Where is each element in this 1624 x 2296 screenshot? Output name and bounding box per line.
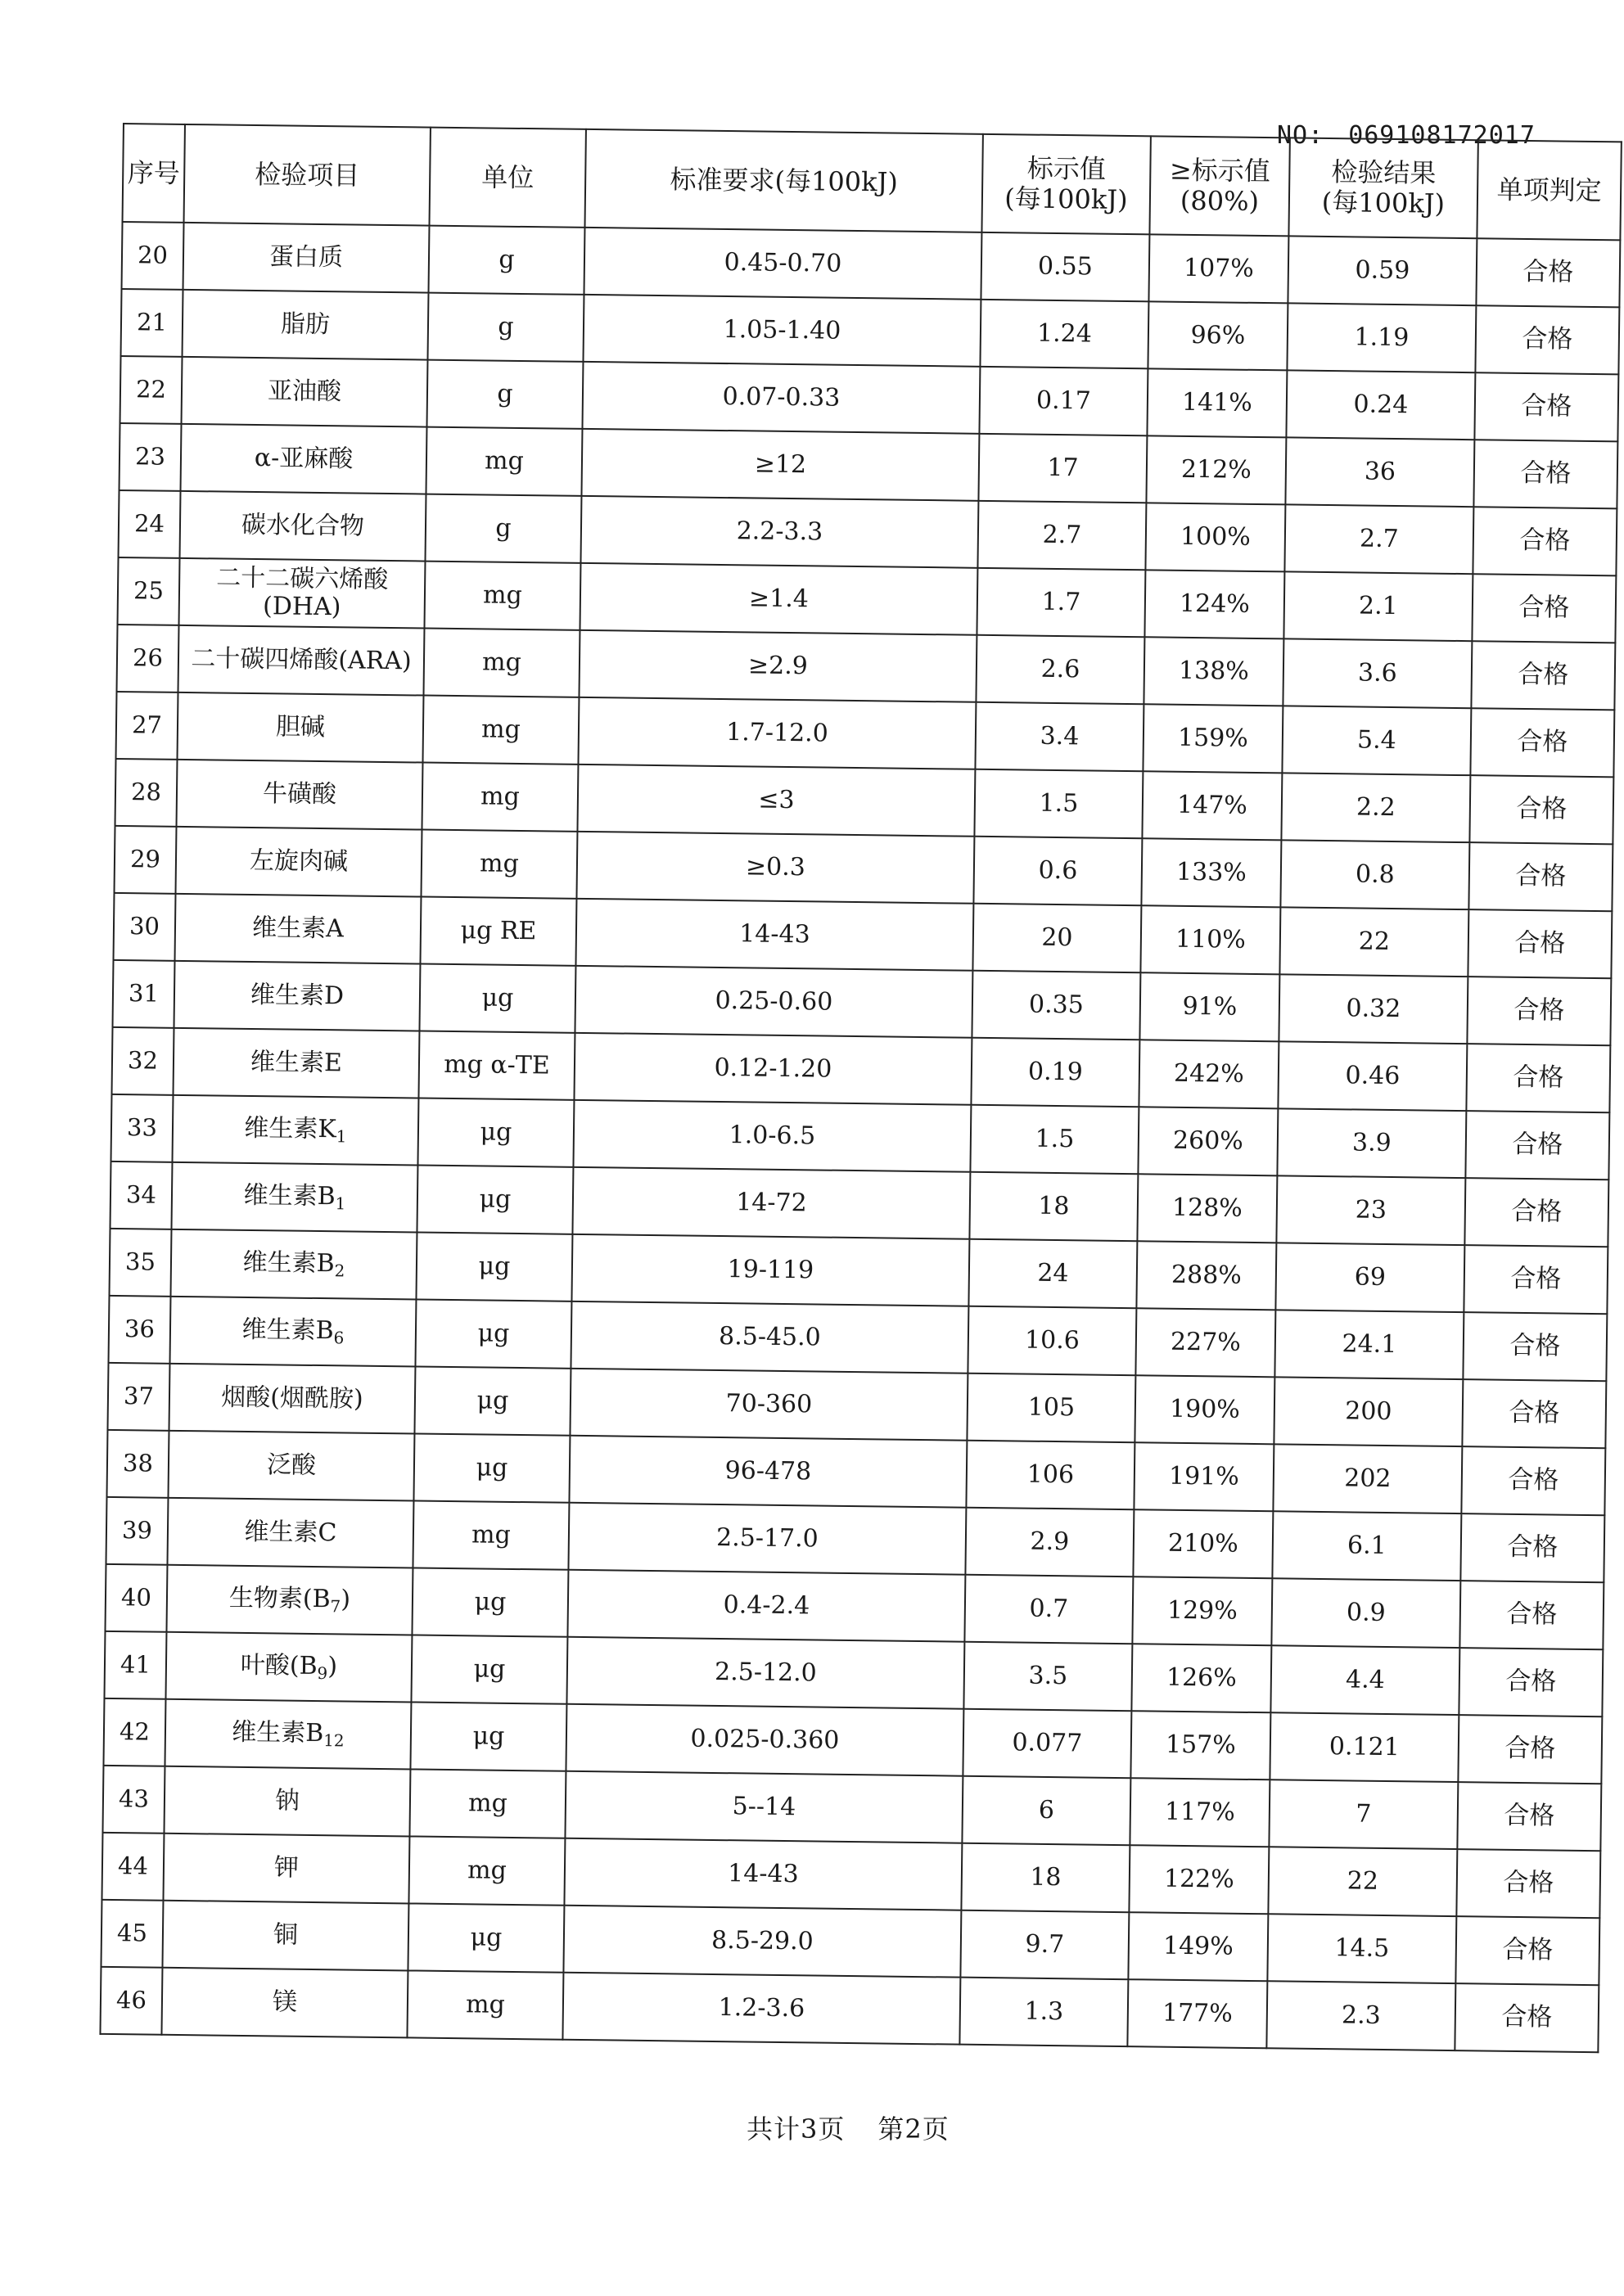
row-seq: 40 (105, 1564, 167, 1632)
row-verdict: 合格 (1455, 1983, 1599, 2052)
row-ratio: 190% (1135, 1375, 1274, 1444)
row-ratio: 141% (1147, 368, 1287, 437)
row-label-value: 18 (969, 1172, 1138, 1241)
row-label-value: 3.5 (963, 1642, 1132, 1711)
row-unit: μg (412, 1568, 568, 1636)
row-item-suffix: ) (327, 1651, 338, 1680)
row-label-value: 1.5 (970, 1105, 1139, 1174)
row-verdict: 合格 (1476, 238, 1620, 307)
row-standard: 0.025-0.360 (566, 1704, 963, 1776)
row-item (174, 894, 421, 964)
row-unit: μg (417, 1165, 573, 1234)
row-standard: ≥12 (581, 429, 979, 501)
row-result: 2.1 (1283, 571, 1473, 641)
row-ratio: 138% (1144, 637, 1283, 706)
row-seq: 31 (113, 960, 175, 1028)
header-result-line1: 检验结果 (1331, 156, 1437, 189)
row-result: 14.5 (1267, 1914, 1456, 1983)
row-result: 24.1 (1274, 1310, 1464, 1379)
row-label-value: 20 (972, 904, 1141, 972)
row-unit: g (428, 226, 584, 295)
row-item-name: 牛磺酸 (262, 778, 337, 809)
row-item-name: 叶酸(B (240, 1650, 318, 1680)
row-ratio: 91% (1139, 972, 1279, 1041)
header-seq: 序号 (123, 124, 185, 223)
row-seq: 36 (108, 1296, 170, 1364)
row-result: 0.46 (1278, 1041, 1467, 1111)
row-standard: 5--14 (565, 1771, 963, 1843)
row-standard: ≥1.4 (580, 563, 977, 635)
row-standard: 8.5-29.0 (563, 1906, 961, 1978)
row-label-value: 105 (967, 1374, 1135, 1442)
row-item-name: 维生素A (251, 913, 345, 944)
row-ratio: 288% (1136, 1241, 1276, 1310)
row-standard: 1.05-1.40 (583, 295, 981, 367)
row-item (169, 1364, 415, 1434)
row-item-name: 维生素B (241, 1315, 334, 1345)
row-label-value: 10.6 (968, 1306, 1136, 1375)
row-label-value: 1.24 (980, 300, 1148, 368)
row-item (165, 1699, 411, 1770)
row-standard: 1.0-6.5 (573, 1100, 971, 1172)
row-label-value: 0.7 (964, 1575, 1133, 1644)
row-seq: 46 (100, 1967, 162, 2035)
row-item (167, 1498, 413, 1568)
row-result: 22 (1268, 1847, 1457, 1916)
row-item-name: 铜 (273, 1920, 299, 1950)
row-item-name: 脂肪 (280, 309, 331, 339)
row-unit: μg (411, 1635, 567, 1703)
row-standard: 14-43 (575, 899, 973, 971)
row-result: 69 (1275, 1243, 1464, 1312)
header-item: 检验项目 (184, 124, 431, 226)
header-label-value-line1: 标示值 (1026, 152, 1107, 185)
row-result: 5.4 (1282, 706, 1471, 775)
row-unit: g (427, 293, 584, 362)
row-ratio: 107% (1148, 234, 1288, 303)
inspection-table (99, 123, 1622, 2053)
row-item-name: 胆碱 (275, 712, 326, 742)
row-seq: 35 (109, 1229, 171, 1297)
row-verdict: 合格 (1475, 305, 1619, 374)
row-item-subscript: 1 (336, 1125, 347, 1146)
row-item-name: 钠 (274, 1786, 300, 1816)
row-label-value: 0.19 (971, 1038, 1139, 1107)
row-ratio: 212% (1146, 435, 1286, 504)
row-unit: mg (422, 763, 578, 832)
row-unit: mg (408, 1836, 565, 1905)
row-item-suffix: ) (341, 1584, 351, 1614)
row-ratio: 122% (1129, 1845, 1269, 1914)
row-verdict: 合格 (1463, 1312, 1607, 1381)
row-verdict: 合格 (1466, 1044, 1610, 1112)
row-seq: 22 (120, 356, 183, 424)
row-seq: 29 (115, 826, 177, 894)
row-item-name: 生物素(B (228, 1583, 331, 1613)
row-ratio: 129% (1132, 1577, 1272, 1645)
row-label-value: 0.35 (972, 971, 1140, 1040)
row-standard: 0.45-0.70 (584, 228, 981, 300)
row-standard: ≥0.3 (576, 832, 974, 904)
row-item (176, 760, 422, 830)
row-result: 22 (1279, 907, 1468, 977)
row-item-name: 维生素B (243, 1180, 336, 1211)
row-result: 0.24 (1286, 370, 1475, 440)
row-item (180, 491, 426, 562)
row-item-name: 二十二碳六烯酸 (216, 562, 389, 594)
row-seq: 30 (114, 893, 176, 961)
row-result: 2.7 (1284, 504, 1473, 574)
row-label-value: 1.5 (974, 769, 1143, 838)
row-label-value: 0.17 (979, 367, 1148, 435)
row-standard: 2.5-17.0 (568, 1503, 966, 1575)
row-item (178, 625, 425, 696)
row-item (181, 424, 427, 494)
row-verdict: 合格 (1461, 1446, 1605, 1515)
row-seq: 32 (111, 1027, 174, 1095)
row-label-value: 0.6 (973, 837, 1142, 905)
row-unit: g (426, 360, 583, 429)
row-verdict: 合格 (1472, 574, 1616, 643)
header-verdict: 单项判定 (1477, 140, 1621, 240)
row-item-subscript: 1 (335, 1193, 346, 1213)
row-result: 0.32 (1279, 974, 1468, 1044)
row-ratio: 210% (1133, 1509, 1273, 1578)
row-unit: mg (424, 562, 580, 630)
row-unit: g (425, 494, 581, 563)
report-number-value: 069108172017 (1348, 121, 1536, 150)
row-item-name: 烟酸(烟酰胺) (221, 1383, 363, 1414)
row-result: 0.59 (1288, 236, 1477, 305)
row-seq: 33 (111, 1094, 173, 1162)
row-ratio: 117% (1130, 1778, 1270, 1847)
row-verdict: 合格 (1471, 641, 1615, 710)
row-item-name: 维生素B (232, 1717, 324, 1748)
header-result-line2: (每100kJ) (1321, 186, 1446, 219)
row-item-subscript: 6 (333, 1327, 345, 1347)
row-verdict: 合格 (1459, 1581, 1604, 1649)
row-label-value: 1.3 (959, 1978, 1128, 2046)
row-verdict: 合格 (1464, 1245, 1608, 1314)
row-item-name: 维生素E (250, 1047, 343, 1078)
row-label-value: 106 (966, 1441, 1135, 1509)
row-standard: 0.4-2.4 (567, 1570, 965, 1642)
row-seq: 38 (106, 1430, 169, 1498)
row-result: 0.121 (1270, 1712, 1459, 1782)
row-unit: μg (414, 1366, 571, 1435)
row-label-value: 2.6 (976, 635, 1144, 704)
header-standard: 标准要求(每100kJ) (584, 129, 982, 232)
row-verdict: 合格 (1455, 1916, 1599, 1985)
row-result: 36 (1285, 437, 1474, 507)
row-item (169, 1297, 416, 1367)
row-unit: μg (415, 1299, 571, 1368)
row-seq: 26 (117, 625, 179, 692)
row-verdict: 合格 (1470, 708, 1614, 777)
row-verdict: 合格 (1456, 1849, 1600, 1918)
row-result: 2.2 (1281, 773, 1470, 842)
row-standard: 19-119 (571, 1234, 969, 1306)
row-item-name: α-亚麻酸 (254, 443, 354, 474)
row-ratio: 242% (1139, 1040, 1279, 1108)
row-seq: 42 (103, 1698, 165, 1766)
row-ratio: 227% (1135, 1308, 1275, 1377)
row-standard: 2.5-12.0 (566, 1637, 964, 1709)
row-ratio: 96% (1148, 301, 1288, 370)
row-item-name: 镁 (272, 1987, 298, 2017)
row-ratio: 126% (1131, 1644, 1271, 1712)
row-verdict: 合格 (1473, 440, 1617, 508)
row-item (171, 1162, 417, 1233)
row-label-value: 2.7 (977, 501, 1146, 570)
row-label-value: 0.077 (963, 1709, 1131, 1778)
row-item-subscript: 12 (323, 1730, 345, 1750)
row-seq: 24 (119, 490, 181, 558)
row-item-name-line2: (DHA) (262, 592, 341, 622)
row-label-value: 9.7 (960, 1910, 1129, 1979)
row-unit: mg (413, 1500, 569, 1569)
row-item-name: 泛酸 (266, 1450, 317, 1480)
row-verdict: 合格 (1464, 1178, 1608, 1247)
row-verdict: 合格 (1462, 1379, 1606, 1448)
row-item (178, 692, 424, 763)
row-seq: 27 (116, 692, 178, 760)
row-item (165, 1632, 412, 1703)
row-standard: 1.7-12.0 (578, 697, 976, 769)
row-ratio: 159% (1143, 704, 1283, 773)
row-seq: 20 (122, 222, 184, 290)
row-result: 2.3 (1266, 1981, 1455, 2050)
row-ratio: 147% (1142, 771, 1282, 840)
row-label-value: 6 (962, 1776, 1130, 1845)
row-label-value: 1.7 (977, 568, 1145, 637)
row-item (175, 827, 422, 897)
row-seq: 43 (102, 1766, 165, 1834)
row-unit: μg (410, 1702, 566, 1770)
row-item-subscript: 7 (330, 1595, 341, 1616)
row-verdict: 合格 (1469, 775, 1613, 844)
row-item-name: 维生素D (250, 980, 345, 1011)
row-seq: 39 (106, 1497, 168, 1565)
row-seq: 41 (104, 1631, 166, 1699)
row-seq: 37 (107, 1363, 169, 1431)
row-verdict: 合格 (1467, 977, 1611, 1045)
row-item-name: 碳水化合物 (241, 510, 365, 541)
row-item-name: 二十碳四烯酸(ARA) (191, 643, 412, 676)
row-label-value: 2.9 (965, 1508, 1134, 1577)
row-label-value: 17 (978, 434, 1147, 503)
row-standard: 96-478 (569, 1436, 967, 1508)
row-ratio: 157% (1130, 1711, 1270, 1780)
table-header-row (123, 124, 1622, 240)
header-result (1288, 138, 1477, 238)
row-verdict: 合格 (1465, 1111, 1609, 1180)
row-standard: 0.07-0.33 (582, 362, 980, 434)
header-ratio-line2: (80%) (1180, 184, 1260, 217)
row-seq: 21 (121, 289, 183, 357)
row-seq: 28 (115, 759, 178, 827)
row-verdict: 合格 (1468, 842, 1613, 911)
row-unit: mg (421, 830, 577, 899)
row-item-name: 维生素K (244, 1113, 337, 1143)
header-ratio-line1: ≥标示值 (1169, 154, 1271, 187)
row-verdict: 合格 (1473, 507, 1617, 575)
row-item (182, 357, 428, 427)
row-ratio: 124% (1144, 570, 1284, 638)
row-label-value: 18 (961, 1843, 1130, 1912)
row-unit: mg (423, 629, 580, 697)
row-result: 0.8 (1280, 840, 1469, 909)
total-pages: 共计3页 (747, 2113, 846, 2145)
row-ratio: 260% (1138, 1107, 1278, 1175)
row-item (183, 223, 430, 293)
inspection-table-wrap (99, 123, 1622, 2053)
row-item-name: 亚油酸 (267, 376, 342, 407)
row-label-value: 24 (968, 1239, 1137, 1308)
row-item (173, 1028, 419, 1098)
row-unit: mg (426, 427, 582, 496)
row-item (166, 1565, 413, 1635)
row-verdict: 合格 (1474, 372, 1618, 441)
current-page: 第2页 (877, 2113, 950, 2145)
row-ratio: 128% (1137, 1174, 1277, 1243)
row-verdict: 合格 (1458, 1715, 1602, 1784)
row-ratio: 149% (1128, 1912, 1268, 1981)
row-item-name: 蛋白质 (268, 241, 344, 273)
row-ratio: 177% (1127, 1979, 1267, 2048)
header-ratio (1149, 136, 1289, 236)
row-seq: 25 (118, 557, 180, 625)
row-verdict: 合格 (1468, 909, 1612, 978)
row-seq: 23 (120, 423, 182, 491)
row-item (179, 558, 426, 629)
row-standard: 2.2-3.3 (580, 496, 978, 568)
row-verdict: 合格 (1460, 1513, 1604, 1582)
header-unit: 单位 (429, 128, 585, 228)
row-item (170, 1229, 417, 1300)
row-result: 1.19 (1287, 303, 1476, 372)
row-standard: 8.5-45.0 (571, 1301, 968, 1374)
row-ratio: 191% (1134, 1442, 1274, 1511)
row-seq: 34 (110, 1162, 172, 1229)
row-standard: 1.2-3.6 (562, 1973, 960, 2045)
row-ratio: 110% (1140, 905, 1280, 974)
row-standard: ≤3 (577, 765, 975, 837)
row-result: 7 (1269, 1780, 1458, 1849)
row-result: 23 (1276, 1175, 1465, 1245)
row-item-subscript: 9 (317, 1662, 328, 1683)
row-result: 3.6 (1283, 638, 1472, 708)
row-item-subscript: 2 (334, 1260, 345, 1280)
row-ratio: 133% (1141, 838, 1281, 907)
row-verdict: 合格 (1457, 1782, 1601, 1851)
row-result: 0.9 (1271, 1578, 1460, 1648)
row-unit: μg (408, 1903, 564, 1972)
header-label-value-line2: (每100kJ) (1004, 183, 1128, 216)
row-seq: 44 (102, 1833, 164, 1901)
row-label-value: 0.55 (981, 232, 1149, 301)
row-item (174, 961, 420, 1031)
row-unit: mg α-TE (418, 1031, 575, 1100)
row-unit: mg (407, 1970, 563, 2039)
row-item (168, 1431, 414, 1501)
row-standard: ≥2.9 (579, 630, 977, 702)
table-body (100, 222, 1620, 2052)
row-unit: μg (416, 1232, 572, 1301)
row-ratio: 100% (1145, 503, 1285, 571)
row-standard: 0.12-1.20 (574, 1033, 972, 1105)
row-unit: μg RE (420, 897, 576, 966)
row-item (163, 1834, 409, 1904)
row-unit: μg (419, 964, 575, 1033)
row-unit: μg (417, 1098, 574, 1167)
row-item (161, 1968, 408, 2038)
row-item-name: 钾 (273, 1853, 300, 1883)
row-seq: 45 (101, 1900, 163, 1968)
row-label-value: 3.4 (975, 702, 1144, 771)
row-item-name: 左旋肉碱 (249, 846, 349, 877)
row-result: 202 (1273, 1444, 1462, 1513)
row-item (172, 1095, 418, 1166)
row-result: 4.4 (1270, 1645, 1459, 1715)
header-label-value (981, 134, 1150, 234)
row-standard: 0.25-0.60 (575, 966, 972, 1038)
row-standard: 14-72 (572, 1167, 970, 1239)
row-item (183, 290, 429, 360)
row-item (162, 1901, 408, 1971)
page-footer (747, 2109, 982, 2146)
row-item (164, 1766, 410, 1837)
row-unit: mg (422, 696, 579, 765)
row-result: 6.1 (1272, 1511, 1461, 1581)
row-standard: 70-360 (570, 1369, 968, 1441)
report-number-label: NO: (1277, 121, 1324, 150)
row-unit: μg (413, 1433, 570, 1502)
row-result: 200 (1274, 1377, 1463, 1446)
row-item-name: 维生素B (242, 1247, 335, 1278)
row-standard: 14-43 (564, 1838, 962, 1910)
row-verdict: 合格 (1459, 1648, 1603, 1716)
row-unit: mg (409, 1769, 566, 1838)
row-item-name: 维生素C (244, 1517, 337, 1548)
row-result: 3.9 (1277, 1108, 1466, 1178)
